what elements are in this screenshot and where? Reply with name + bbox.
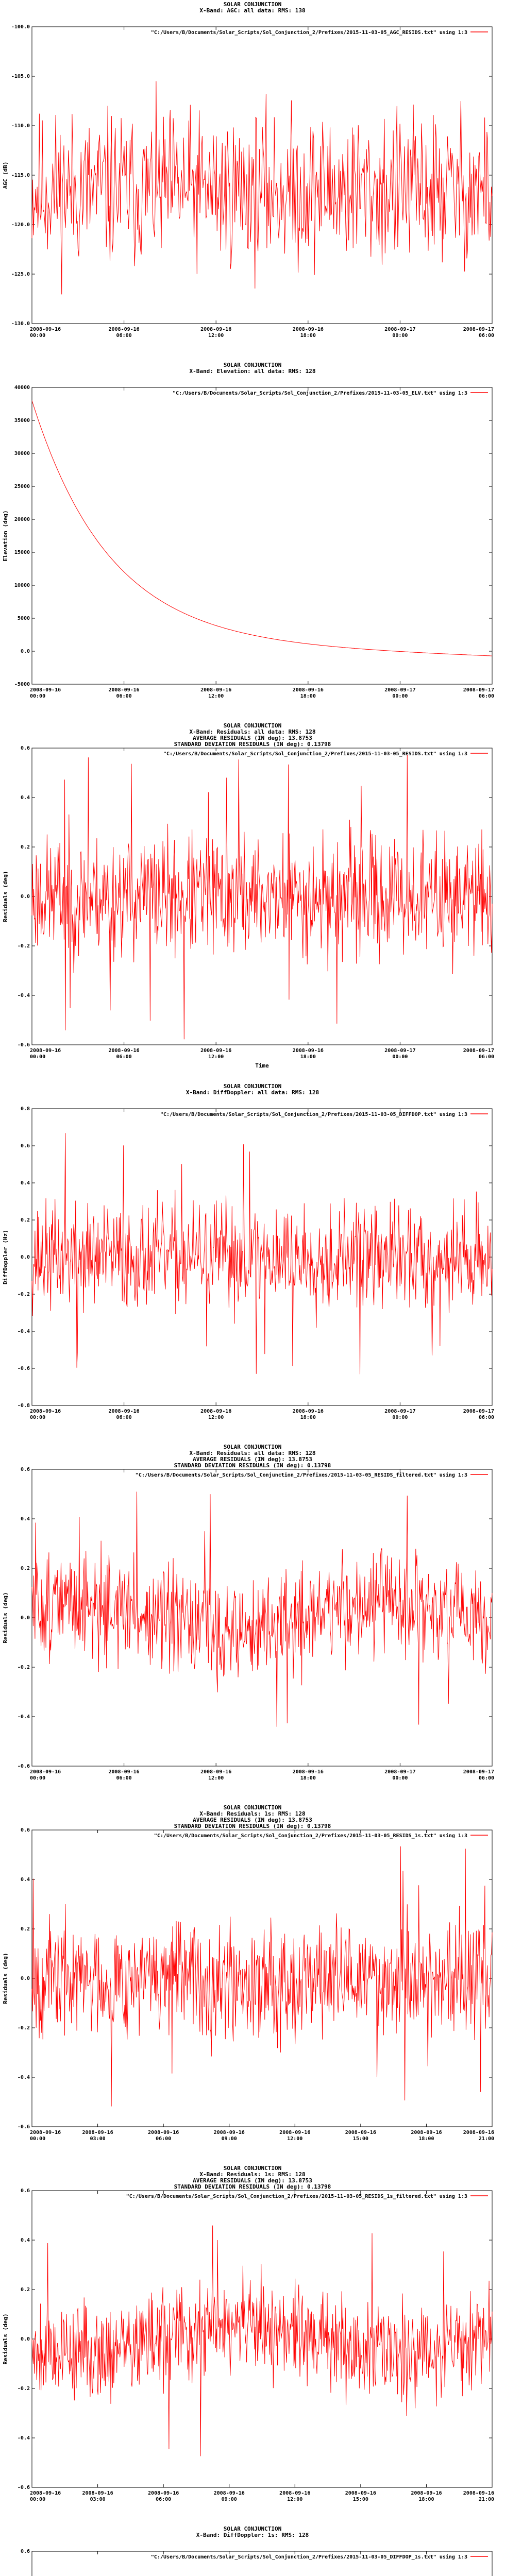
x-tick-label: 15:00 [352, 2497, 368, 2502]
x-tick-label: 06:00 [478, 1415, 494, 1420]
chart-svg [0, 1443, 505, 1803]
y-tick-label: -0.6 [17, 1042, 30, 1048]
chart-svg [0, 361, 505, 721]
y-tick-label: 0.6 [20, 1827, 30, 1833]
legend-label: "C:/Users/B/Documents/Solar_Scripts/Sol_Conjunction_2/Prefixes/2015-11-03-05_DIFFDOP.txt" using 1:3 [160, 1112, 467, 1117]
series-line [32, 81, 492, 295]
x-tick-label: 2008-09-16 [292, 687, 324, 693]
x-tick-label: 2008-09-16 [463, 2490, 494, 2496]
y-tick-label: -0.2 [17, 2025, 30, 2031]
x-tick-label: 2008-09-17 [463, 1769, 494, 1775]
series-line [32, 2226, 492, 2456]
x-tick-label: 00:00 [392, 693, 408, 699]
x-tick-label: 2008-09-16 [292, 1769, 324, 1775]
y-tick-label: 35000 [14, 418, 30, 423]
y-tick-label: 0.0 [20, 894, 30, 900]
x-tick-label: 06:00 [116, 693, 132, 699]
x-tick-label: 2008-09-17 [463, 327, 494, 332]
x-tick-label: 2008-09-17 [463, 687, 494, 693]
x-tick-label: 00:00 [30, 693, 46, 699]
x-tick-label: 2008-09-16 [411, 2130, 442, 2136]
x-tick-label: 12:00 [287, 2136, 303, 2142]
y-tick-label: -0.4 [17, 2435, 30, 2441]
x-tick-label: 18:00 [300, 1054, 316, 1060]
x-tick-label: 12:00 [208, 1415, 224, 1420]
x-tick-label: 09:00 [221, 2136, 237, 2142]
chart-panel-6 [0, 1803, 505, 2164]
y-tick-label: -115.0 [11, 173, 30, 178]
y-tick-label: -0.2 [17, 1292, 30, 1297]
x-tick-label: 18:00 [300, 1415, 316, 1420]
y-tick-label: -120.0 [11, 222, 30, 228]
y-tick-label: -0.2 [17, 943, 30, 949]
chart-panel-7 [0, 2164, 505, 2524]
x-tick-label: 2008-09-16 [108, 1769, 140, 1775]
x-tick-label: 2008-09-16 [411, 2490, 442, 2496]
x-tick-label: 2008-09-16 [345, 2130, 376, 2136]
x-tick-label: 06:00 [478, 1054, 494, 1060]
y-tick-label: -100.0 [11, 24, 30, 30]
y-tick-label: 0.0 [20, 1255, 30, 1260]
chart-panel-3 [0, 721, 505, 1082]
x-tick-label: 2008-09-16 [213, 2130, 245, 2136]
x-tick-label: 06:00 [478, 693, 494, 699]
x-tick-label: 2008-09-16 [200, 1048, 232, 1054]
x-tick-label: 2008-09-17 [384, 1048, 416, 1054]
y-tick-label: 0.4 [20, 795, 30, 801]
legend-label: "C:/Users/B/Documents/Solar_Scripts/Sol_Conjunction_2/Prefixes/2015-11-03-05_DIFFDOP_1s.txt" using 1:3 [150, 2554, 467, 2560]
chart-title-line: SOLAR CONJUNCTION [223, 362, 282, 368]
y-tick-label: 0.4 [20, 2238, 30, 2243]
y-tick-label: -0.6 [17, 2485, 30, 2490]
x-tick-label: 00:00 [30, 333, 46, 338]
chart-title-line: STANDARD DEVIATION RESIDUALS (IN deg): 0.13798 [174, 1823, 331, 1829]
y-axis-label: Residuals (deg) [2, 871, 9, 922]
y-tick-label: 10000 [14, 583, 30, 588]
x-tick-label: 12:00 [287, 2497, 303, 2502]
legend-label: "C:/Users/B/Documents/Solar_Scripts/Sol_Conjunction_2/Prefixes/2015-11-03-05_ELV.txt" using 1:3 [173, 391, 467, 396]
x-tick-label: 2008-09-16 [108, 687, 140, 693]
y-tick-label: 0.0 [20, 2336, 30, 2342]
x-tick-label: 2008-09-17 [463, 1048, 494, 1054]
y-tick-label: 0.4 [20, 1877, 30, 1883]
chart-title-line: SOLAR CONJUNCTION [223, 1804, 282, 1811]
x-tick-label: 06:00 [156, 2136, 172, 2142]
chart-panel-4 [0, 1082, 505, 1443]
chart-svg [0, 2524, 505, 2576]
y-tick-label: 30000 [14, 451, 30, 456]
chart-panel-2 [0, 361, 505, 721]
x-tick-label: 18:00 [418, 2497, 434, 2502]
y-tick-label: -0.2 [17, 2386, 30, 2392]
plot-frame [32, 748, 492, 1045]
series-line [32, 1133, 492, 1374]
x-tick-label: 2008-09-17 [384, 327, 416, 332]
y-tick-label: 0.2 [20, 1926, 30, 1932]
x-tick-label: 2008-09-16 [30, 1048, 61, 1054]
x-tick-label: 2008-09-16 [200, 687, 232, 693]
chart-title-line: SOLAR CONJUNCTION [223, 1, 282, 8]
chart-svg [0, 0, 505, 361]
chart-title-line: STANDARD DEVIATION RESIDUALS (IN deg): 0.13798 [174, 2183, 331, 2190]
x-tick-label: 06:00 [116, 1775, 132, 1781]
y-tick-label: -5000 [14, 682, 30, 687]
chart-title-line: SOLAR CONJUNCTION [223, 1083, 282, 1090]
y-tick-label: -0.6 [17, 1366, 30, 1371]
y-tick-label: -0.4 [17, 1329, 30, 1334]
chart-svg [0, 1803, 505, 2164]
y-tick-label: -125.0 [11, 272, 30, 277]
y-tick-label: 0.4 [20, 1180, 30, 1186]
x-tick-label: 2008-09-16 [82, 2490, 113, 2496]
x-tick-label: 00:00 [392, 1054, 408, 1060]
x-tick-label: 00:00 [30, 1775, 46, 1781]
y-tick-label: 0.6 [20, 1143, 30, 1149]
chart-svg [0, 2164, 505, 2524]
y-tick-label: 0.6 [20, 1467, 30, 1472]
x-tick-label: 2008-09-16 [108, 327, 140, 332]
chart-svg [0, 1082, 505, 1443]
y-axis-label: DiffDoppler (Hz) [2, 1230, 9, 1284]
y-tick-label: 15000 [14, 550, 30, 555]
y-tick-label: 0.2 [20, 1217, 30, 1223]
y-axis-label: Residuals (deg) [2, 1592, 9, 1643]
x-tick-label: 2008-09-16 [292, 1409, 324, 1414]
y-tick-label: 0.0 [20, 1976, 30, 1981]
chart-title-line: X-Band: DiffDoppler: 1s: RMS: 128 [196, 2532, 309, 2538]
chart-title-line: X-Band: AGC: all data: RMS: 138 [199, 7, 306, 14]
y-tick-label: 40000 [14, 385, 30, 391]
x-tick-label: 2008-09-16 [345, 2490, 376, 2496]
chart-title-line: X-Band: Residuals: 1s: RMS: 128 [199, 1810, 306, 1817]
x-tick-label: 2008-09-16 [108, 1048, 140, 1054]
y-tick-label: 0.6 [20, 745, 30, 751]
x-tick-label: 2008-09-16 [30, 327, 61, 332]
chart-title-line: X-Band: Residuals: 1s: RMS: 128 [199, 2171, 306, 2178]
x-tick-label: 06:00 [116, 333, 132, 338]
y-tick-label: 0.6 [20, 2549, 30, 2554]
chart-title-line: SOLAR CONJUNCTION [223, 1444, 282, 1450]
chart-title-line: X-Band: Elevation: all data: RMS: 128 [189, 368, 316, 375]
chart-title-line: AVERAGE RESIDUALS (IN deg): 13.8753 [193, 2177, 312, 2184]
x-tick-label: 2008-09-16 [200, 1409, 232, 1414]
legend-label: "C:/Users/B/Documents/Solar_Scripts/Sol_Conjunction_2/Prefixes/2015-11-03-05_RESIDS_1s_filtered.txt" using 1:3 [126, 2194, 467, 2199]
x-tick-label: 03:00 [90, 2497, 106, 2502]
chart-title-line: X-Band: Residuals: all data: RMS: 128 [189, 728, 316, 735]
legend-label: "C:/Users/B/Documents/Solar_Scripts/Sol_Conjunction_2/Prefixes/2015-11-03-05_RESIDS_1s.txt" using 1:3 [154, 1833, 467, 1839]
chart-title-line: AVERAGE RESIDUALS (IN deg): 13.8753 [193, 735, 312, 741]
x-tick-label: 06:00 [116, 1054, 132, 1060]
x-tick-label: 2008-09-16 [30, 1769, 61, 1775]
y-tick-label: 0.0 [20, 649, 30, 654]
y-tick-label: -105.0 [11, 74, 30, 79]
x-tick-label: 12:00 [208, 333, 224, 338]
x-tick-label: 2008-09-16 [30, 2130, 61, 2136]
x-tick-label: 2008-09-16 [30, 687, 61, 693]
x-tick-label: 2008-09-16 [292, 327, 324, 332]
series-line [32, 1846, 492, 2107]
x-tick-label: 18:00 [418, 2136, 434, 2142]
x-tick-label: 18:00 [300, 333, 316, 338]
plot-frame [32, 1469, 492, 1766]
x-tick-label: 06:00 [156, 2497, 172, 2502]
x-tick-label: 2008-09-16 [213, 2490, 245, 2496]
y-tick-label: -0.4 [17, 993, 30, 998]
chart-title-line: AVERAGE RESIDUALS (IN deg): 13.8753 [193, 1817, 312, 1823]
chart-panel-1 [0, 0, 505, 361]
x-tick-label: 00:00 [30, 1415, 46, 1420]
x-tick-label: 2008-09-16 [30, 1409, 61, 1414]
x-tick-label: 06:00 [478, 333, 494, 338]
chart-title-line: STANDARD DEVIATION RESIDUALS (IN deg): 0.13798 [174, 1462, 331, 1469]
chart-svg [0, 721, 505, 1082]
y-tick-label: 0.4 [20, 1516, 30, 1522]
x-tick-label: 2008-09-17 [463, 1409, 494, 1414]
x-tick-label: 18:00 [300, 693, 316, 699]
y-tick-label: -0.4 [17, 2075, 30, 2080]
x-tick-label: 00:00 [30, 2497, 46, 2502]
chart-title-line: SOLAR CONJUNCTION [223, 722, 282, 729]
x-tick-label: 00:00 [30, 2136, 46, 2142]
x-tick-label: 2008-09-16 [148, 2130, 179, 2136]
y-axis-label: Residuals (deg) [2, 1953, 9, 2004]
y-tick-label: 0.8 [20, 1106, 30, 1112]
series-line [32, 401, 492, 656]
chart-title-line: STANDARD DEVIATION RESIDUALS (IN deg): 0.13798 [174, 741, 331, 748]
series-line [32, 755, 492, 1040]
y-axis-label: Residuals (deg) [2, 2313, 9, 2365]
legend-label: "C:/Users/B/Documents/Solar_Scripts/Sol_Conjunction_2/Prefixes/2015-11-03-05_AGC_RESIDS.txt" using 1:3 [150, 30, 467, 36]
chart-title-line: X-Band: DiffDoppler: all data: RMS: 128 [186, 1089, 319, 1096]
y-tick-label: 20000 [14, 517, 30, 522]
x-tick-label: 2008-09-16 [108, 1409, 140, 1414]
chart-title-line: X-Band: Residuals: all data: RMS: 128 [189, 1450, 316, 1456]
x-tick-label: 2008-09-16 [148, 2490, 179, 2496]
chart-title-line: SOLAR CONJUNCTION [223, 2165, 282, 2172]
legend-label: "C:/Users/B/Documents/Solar_Scripts/Sol_Conjunction_2/Prefixes/2015-11-03-05_RESIDS.txt" using 1:3 [163, 751, 467, 757]
x-tick-label: 21:00 [478, 2497, 494, 2502]
chart-title-line: SOLAR CONJUNCTION [223, 2526, 282, 2532]
chart-panel-8 [0, 2524, 505, 2576]
y-tick-label: 5000 [17, 616, 30, 621]
y-tick-label: -0.6 [17, 1764, 30, 1769]
y-tick-label: -110.0 [11, 123, 30, 129]
y-tick-label: 0.6 [20, 2188, 30, 2194]
y-axis-label: Elevation (deg) [2, 510, 9, 562]
x-tick-label: 12:00 [208, 1775, 224, 1781]
y-tick-label: -130.0 [11, 321, 30, 327]
x-tick-label: 2008-09-17 [384, 687, 416, 693]
x-tick-label: 2008-09-16 [200, 1769, 232, 1775]
x-tick-label: 12:00 [208, 1054, 224, 1060]
y-tick-label: 0.2 [20, 1566, 30, 1571]
x-tick-label: 00:00 [30, 1054, 46, 1060]
x-tick-label: 06:00 [478, 1775, 494, 1781]
y-tick-label: -0.8 [17, 1403, 30, 1409]
x-tick-label: 2008-09-16 [200, 327, 232, 332]
x-tick-label: 2008-09-16 [30, 2490, 61, 2496]
x-tick-label: 2008-09-16 [463, 2130, 494, 2136]
y-tick-label: -0.4 [17, 1714, 30, 1720]
chart-panel-5 [0, 1443, 505, 1803]
x-tick-label: 06:00 [116, 1415, 132, 1420]
x-tick-label: 09:00 [221, 2497, 237, 2502]
y-tick-label: 25000 [14, 484, 30, 489]
y-axis-label: AGC (dB) [2, 161, 9, 189]
series-line [32, 1492, 492, 1726]
x-tick-label: 2008-09-17 [384, 1769, 416, 1775]
y-tick-label: 0.2 [20, 844, 30, 850]
y-tick-label: 0.0 [20, 1615, 30, 1621]
x-tick-label: 2008-09-16 [292, 1048, 324, 1054]
x-tick-label: 03:00 [90, 2136, 106, 2142]
y-tick-label: -0.2 [17, 1665, 30, 1670]
x-tick-label: 12:00 [208, 693, 224, 699]
x-tick-label: 00:00 [392, 333, 408, 338]
plot-frame [32, 387, 492, 684]
x-tick-label: 15:00 [352, 2136, 368, 2142]
x-tick-label: 2008-09-16 [279, 2130, 311, 2136]
x-tick-label: 18:00 [300, 1775, 316, 1781]
x-tick-label: 2008-09-16 [279, 2490, 311, 2496]
x-tick-label: 00:00 [392, 1415, 408, 1420]
legend-label: "C:/Users/B/Documents/Solar_Scripts/Sol_Conjunction_2/Prefixes/2015-11-03-05_RESIDS_filtered.txt" using 1:3 [135, 1472, 467, 1478]
x-tick-label: 00:00 [392, 1775, 408, 1781]
y-tick-label: -0.6 [17, 2124, 30, 2130]
y-tick-label: 0.2 [20, 2287, 30, 2293]
x-axis-label: Time [255, 1062, 269, 1069]
x-tick-label: 2008-09-16 [82, 2130, 113, 2136]
chart-title-line: AVERAGE RESIDUALS (IN deg): 13.8753 [193, 1456, 312, 1463]
x-tick-label: 2008-09-17 [384, 1409, 416, 1414]
x-tick-label: 21:00 [478, 2136, 494, 2142]
